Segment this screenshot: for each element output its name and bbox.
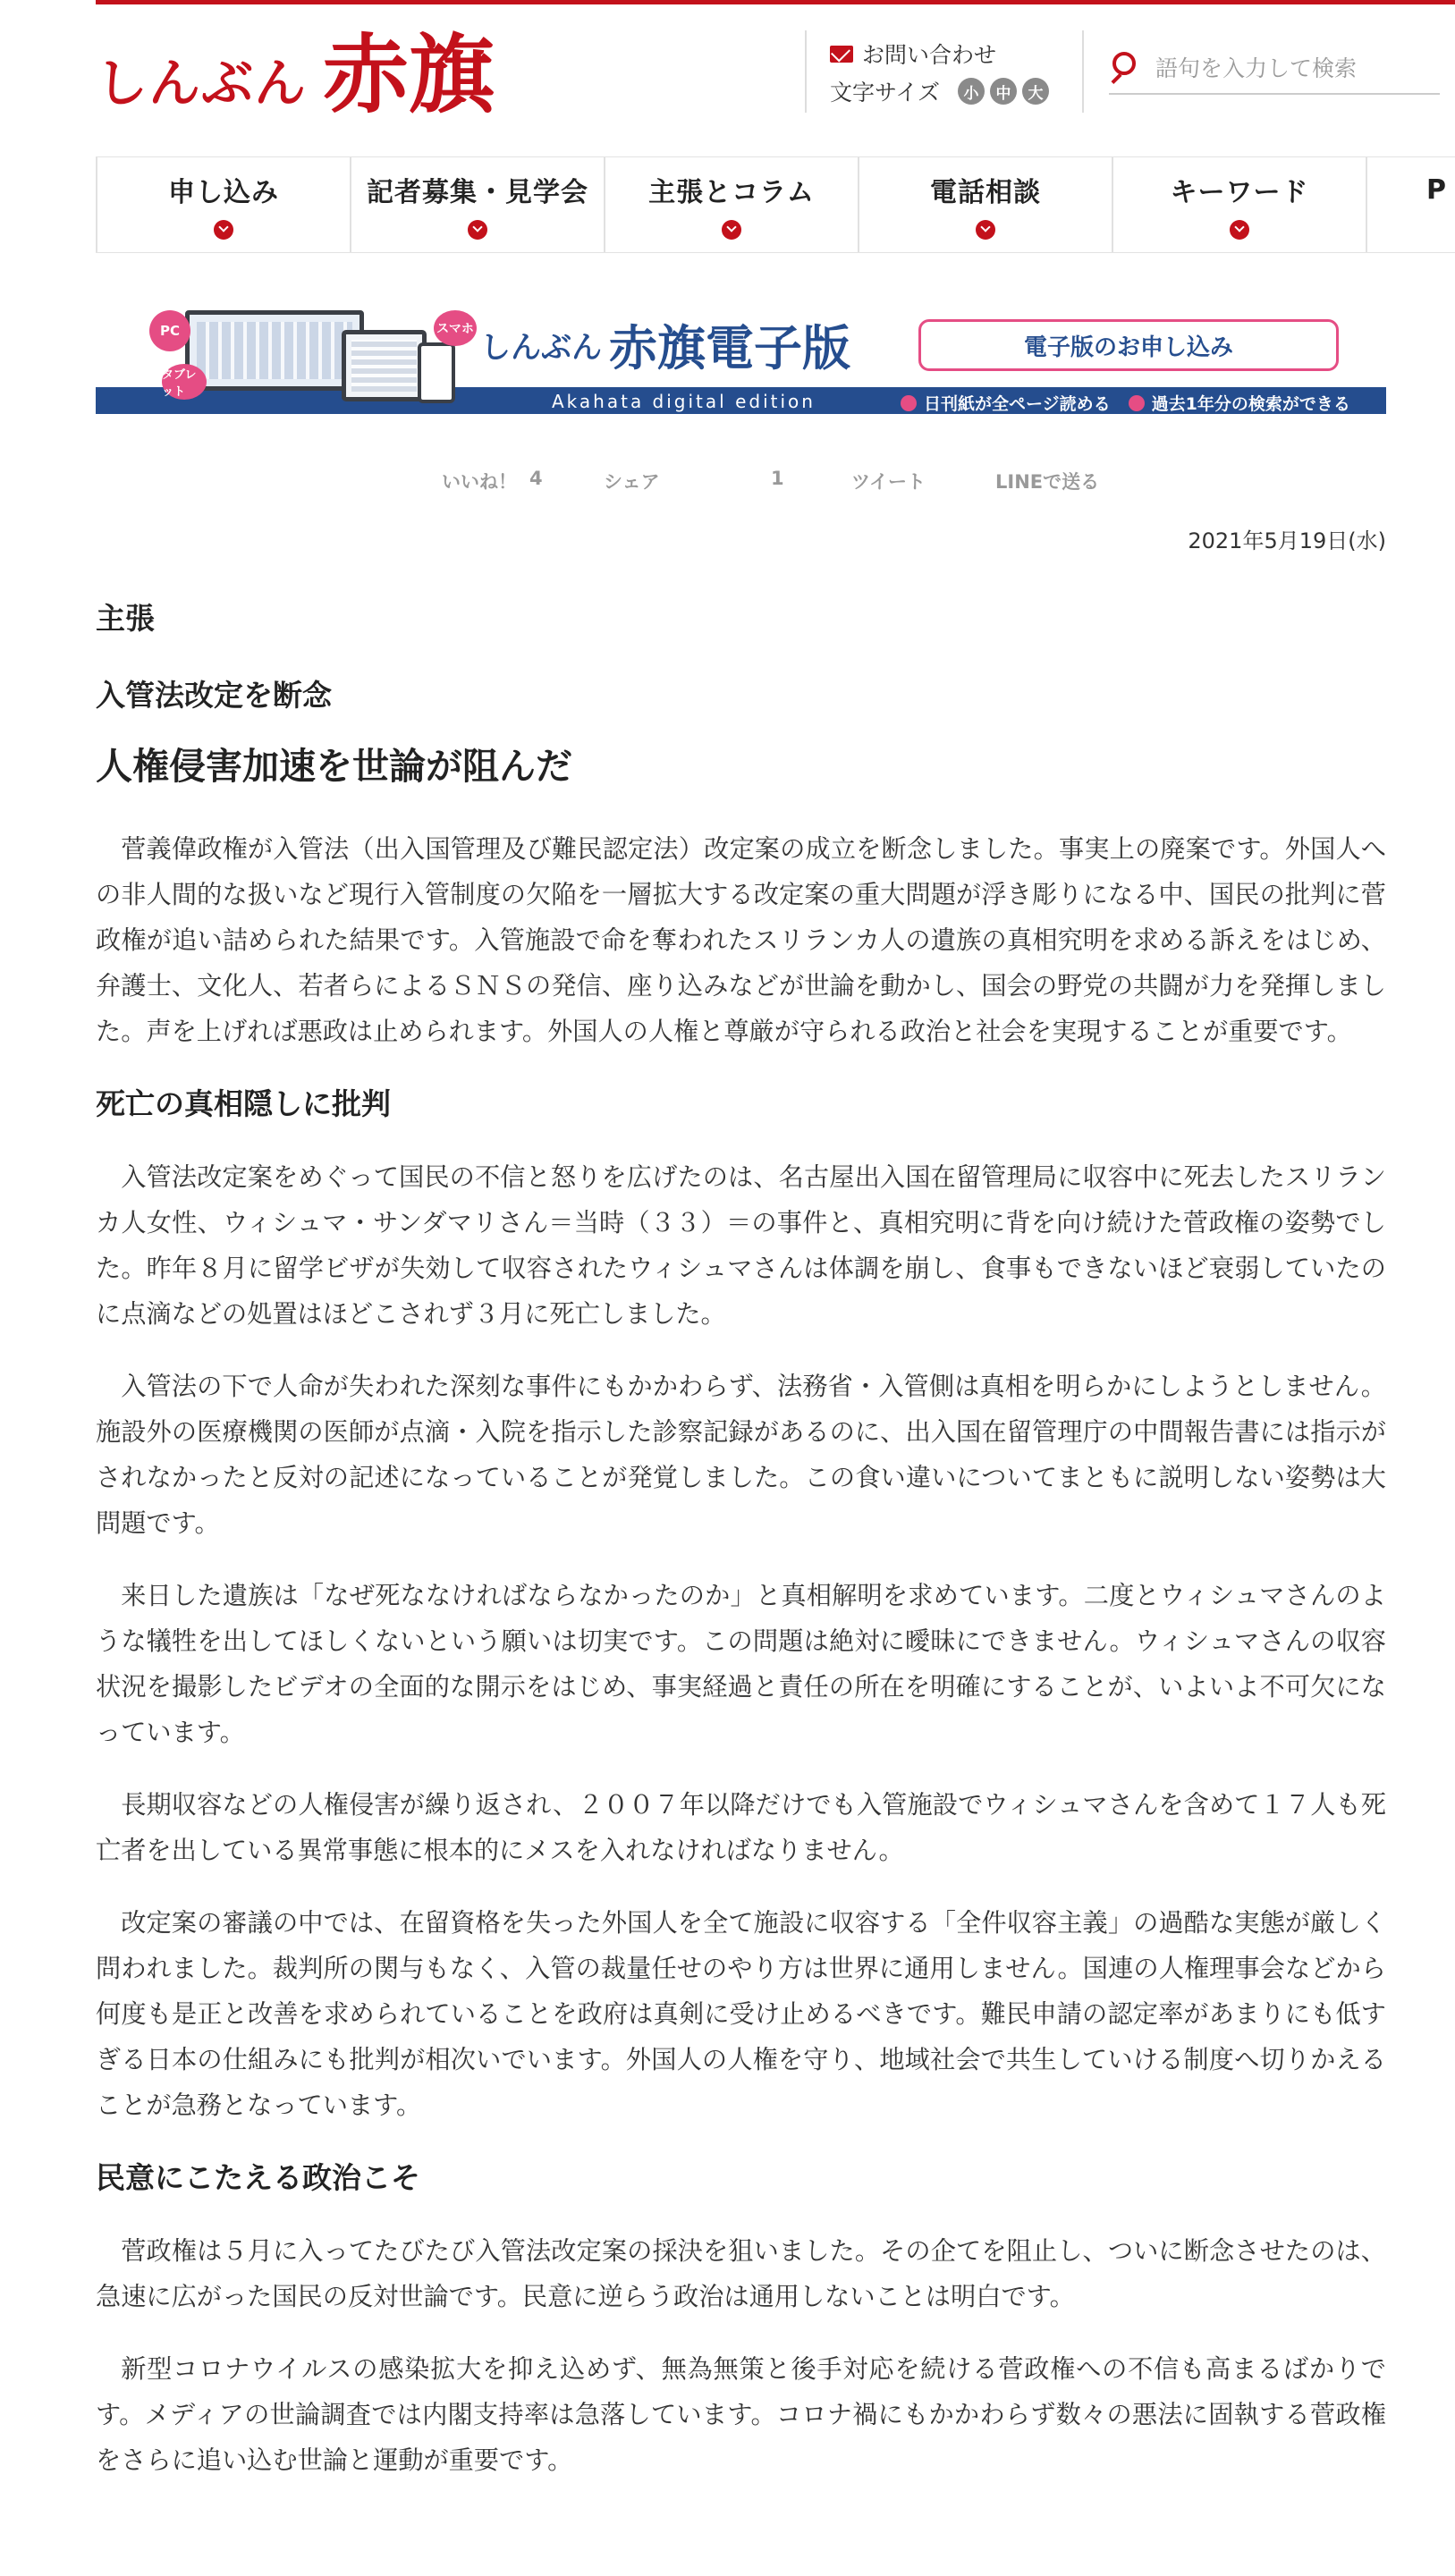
article-paragraph: 入管法改定案をめぐって国民の不信と怒りを広げたのは、名古屋出入国在留管理局に収容中に死去したスリランカ人女性、ウィシュマ・サンダマリさん＝当時（３３）＝の事件と、真相究明に背を向け続けた菅政権の姿勢でした。昨年８月に留学ビザが失効して収容されたウィシュマさんは体調を崩し、食事もできないほど衰弱していたのに点滴などの処置はほどこされず３月に死亡しました。 bbox=[96, 1162, 1386, 1329]
article-subhead: 入管法改定を断念 bbox=[96, 678, 332, 713]
top-accent-line bbox=[96, 0, 1455, 4]
article-paragraph: 新型コロナウイルスの感染拡大を抑え込めず、無為無策と後手対応を続ける菅政権への不信も高まるばかりです。メディアの世論調査では内閣支持率は急落しています。コロナ禍にもかかわらず数々の悪法に固執する菅政権をさらに追い込む世論と運動が重要です。 bbox=[96, 2354, 1386, 2475]
nav-item-label: 主張とコラム bbox=[648, 177, 815, 208]
font-size-large-button[interactable]: 大 bbox=[1022, 78, 1049, 105]
article-paragraph: 改定案の審議の中では、在留資格を失った外国人を全て施設に収容する「全件収容主義」の過酷な実態が厳しく問われました。裁判所の関与もなく、入管の裁量任せのやり方は世界に通用しません。国連の人権理事会などから何度も是正と改善を求められていることを政府は真剣に受け止めるべきです。難民申請の認定率があまりにも低すぎる日本の仕組みにも批判が相次いでいます。外国人の人権を守り、地域社会で共生していける制度へ切りかえることが急務となっています。 bbox=[96, 1908, 1386, 2120]
article-paragraph: 菅政権は５月に入ってたびたび入管法改定案の採決を狙いました。その企てを阻止し、ついに断念させたのは、急速に広がった国民の反対世論です。民意に逆らう政治は通用しないことは明白です。 bbox=[96, 2236, 1386, 2311]
feature-item: 過去1年分の検索ができる bbox=[1129, 391, 1350, 414]
contact-label: お問い合わせ bbox=[862, 42, 997, 68]
article-paragraph: 入管法の下で人命が失われた深刻な事件にもかかわらず、法務省・入管側は真相を明らかにしようとしません。施設外の医療機関の医師が点滴・入院を指示した診察記録があるのに、出入国在留管理庁の中間報告書には指示がされなかったと反対の記述になっていることが発覚しました。この食い違いについてまともに説明しない姿勢は大問題です。 bbox=[96, 1372, 1386, 1538]
article-date: 2021年5月19日(水) bbox=[1188, 528, 1386, 553]
smartphone-tag: スマホ bbox=[434, 310, 477, 346]
font-size-control bbox=[830, 75, 1049, 107]
search-icon[interactable] bbox=[1109, 50, 1145, 86]
article-kicker: 主張 bbox=[96, 601, 155, 636]
section-heading: 死亡の真相隠しに批判 bbox=[96, 1086, 391, 1121]
digital-edition-banner[interactable] bbox=[96, 307, 1386, 414]
article-paragraph: 菅義偉政権が入管法（出入国管理及び難民認定法）改定案の成立を断念しました。事実上の廃案です。外国人への非人間的な扱いなど現行入管制度の欠陥を一層拡大する改定案の重大問題が浮き彫りになる中、国民の批判に菅政権が追い詰められた結果です。入管施設で命を奪われたスリランカ人の遺族の真相究明を求める訴えをはじめ、弁護士、文化人、若者らによるＳＮＳの発信、座り込みなどが世論を動かし、国会の野党の共闘が力を発揮しました。声を上げれば悪政は止められます。外国人の人権と尊厳が守られる政治と社会を実現することが重要です。 bbox=[96, 834, 1386, 1046]
search-input[interactable] bbox=[1155, 55, 1424, 81]
main-nav bbox=[96, 156, 1455, 253]
line-button[interactable]: LINEで送る bbox=[995, 471, 1100, 493]
font-size-label: 文字サイズ bbox=[830, 80, 941, 106]
font-size-medium-button[interactable]: 中 bbox=[990, 78, 1017, 105]
banner-subtitle: Akahata digital edition bbox=[552, 391, 816, 412]
nav-item-recruit[interactable] bbox=[350, 157, 604, 252]
header-divider bbox=[1082, 30, 1084, 113]
chevron-down-icon bbox=[976, 220, 995, 240]
search-box bbox=[1109, 43, 1440, 95]
contact-link[interactable] bbox=[830, 38, 996, 70]
feature-item: 日刊紙が全ページ読める bbox=[901, 391, 1111, 414]
banner-title-big: 赤旗電子版 bbox=[609, 319, 850, 376]
share-button[interactable]: シェア bbox=[604, 471, 660, 493]
nav-item-label: 記者募集・見学会 bbox=[367, 177, 588, 208]
bullet-icon bbox=[901, 395, 917, 411]
section-heading: 民意にこたえる政治こそ bbox=[96, 2160, 420, 2195]
font-size-small-button[interactable]: 小 bbox=[958, 78, 985, 105]
nav-item-more[interactable] bbox=[1366, 157, 1455, 252]
nav-item-keyword[interactable] bbox=[1112, 157, 1366, 252]
chevron-down-icon bbox=[1230, 220, 1249, 240]
devices-illustration bbox=[149, 310, 474, 403]
like-count: 4 bbox=[529, 468, 543, 489]
like-button[interactable]: いいね！ bbox=[442, 471, 517, 493]
nav-item-label: 電話相談 bbox=[930, 177, 1041, 208]
article-paragraph: 長期収容などの人権侵害が繰り返され、２００７年以降だけでも入管施設でウィシュマさんを含めて１７人も死亡者を出している異常事態に根本的にメスを入れなければなりません。 bbox=[96, 1790, 1386, 1865]
bullet-icon bbox=[1129, 395, 1145, 411]
nav-item-label: キーワード bbox=[1170, 177, 1309, 208]
mail-icon bbox=[830, 46, 853, 63]
banner-title-small: しんぶん bbox=[480, 330, 602, 366]
digital-subscribe-button[interactable]: 電子版のお申し込み bbox=[918, 319, 1339, 371]
article-headline: 人権侵害加速を世論が阻んだ bbox=[96, 745, 572, 788]
site-logo[interactable] bbox=[96, 24, 495, 125]
header-divider bbox=[805, 30, 807, 113]
nav-item-label: P bbox=[1426, 173, 1447, 206]
article-paragraph: 来日した遺族は「なぜ死ななければならなかったのか」と真相解明を求めています。二度とウィシュマさんのような犠牲を出してほしくないという願いは切実です。この問題は絶対に曖昧にできません。ウィシュマさんの収容状況を撮影したビデオの全面的な開示をはじめ、事実経過と責任の所在を明確にすることが、いよいよ不可欠になっています。 bbox=[96, 1581, 1386, 1747]
nav-item-subscribe[interactable] bbox=[96, 157, 350, 252]
nav-item-opinion[interactable] bbox=[604, 157, 858, 252]
banner-title bbox=[480, 319, 850, 376]
nav-item-label: 申し込み bbox=[168, 177, 279, 208]
logo-big-text: 赤旗 bbox=[323, 24, 495, 125]
nav-item-phone[interactable] bbox=[858, 157, 1112, 252]
chevron-down-icon bbox=[468, 220, 487, 240]
pc-tag: PC bbox=[149, 310, 190, 351]
logo-small-text: しんぶん bbox=[96, 53, 308, 114]
article-body bbox=[96, 595, 1386, 2510]
chevron-down-icon bbox=[722, 220, 741, 240]
tablet-tag: タブレット bbox=[162, 364, 207, 400]
share-count: 1 bbox=[771, 468, 784, 489]
banner-features bbox=[901, 391, 1368, 414]
tweet-button[interactable]: ツイート bbox=[851, 471, 926, 493]
chevron-down-icon bbox=[214, 220, 233, 240]
